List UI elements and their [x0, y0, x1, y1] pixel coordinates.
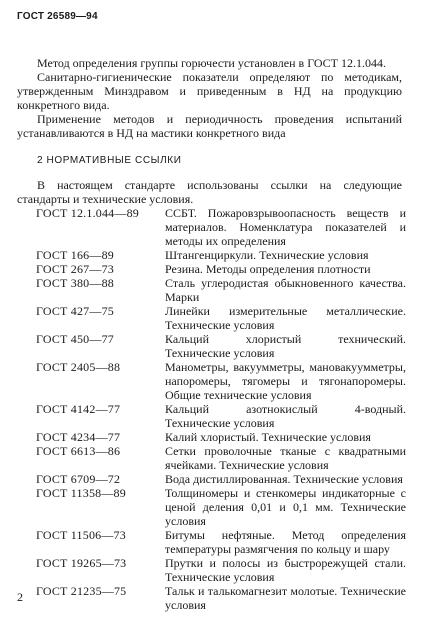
- reference-row: [36, 360, 406, 402]
- reference-title: ССБТ. Пожаровзрывоопасность веществ и материалов. Номенклатура показателей и методы их определения: [165, 206, 406, 248]
- reference-title: Битумы нефтяные. Метод определения температуры размягчения по кольцу и шару: [165, 528, 406, 556]
- intro-paragraph: Санитарно-гигиенические показатели определяют по методикам, утвержденным Минздравом и приведенным в НД на продукцию конкретного вида.: [17, 70, 402, 112]
- reference-row: [36, 444, 406, 472]
- reference-code: ГОСТ 6709—72: [36, 472, 121, 486]
- reference-code: ГОСТ 21235—75: [36, 584, 127, 598]
- reference-title: Вода дистиллированная. Технические условия: [165, 472, 403, 486]
- references-list: [36, 206, 406, 612]
- intro-block: [17, 56, 402, 140]
- reference-row: [36, 584, 406, 612]
- reference-code: ГОСТ 4234—77: [36, 430, 121, 444]
- reference-title: Прутки и полосы из быстрорежущей стали. Технические условия: [165, 556, 406, 584]
- section-title: 2 НОРМАТИВНЫЕ ССЫЛКИ: [37, 155, 182, 166]
- reference-code: ГОСТ 4142—77: [36, 402, 121, 416]
- references-intro: В настоящем стандарте использованы ссылки на следующие стандарты и технические условия.: [17, 178, 402, 206]
- reference-row: [36, 304, 406, 332]
- reference-row: [36, 430, 406, 444]
- reference-title: Кальций хлористый технический. Технические условия: [165, 332, 406, 360]
- reference-title: Тальк и талькомагнезит молотые. Технические условия: [165, 584, 406, 612]
- reference-row: [36, 486, 406, 528]
- reference-row: [36, 472, 406, 486]
- reference-code: ГОСТ 6613—86: [36, 444, 121, 458]
- reference-row: [36, 332, 406, 360]
- reference-code: ГОСТ 19265—73: [36, 556, 127, 570]
- reference-title: Штангенциркули. Технические условия: [165, 248, 369, 262]
- reference-row: [36, 206, 406, 248]
- reference-title: Кальций азотнокислый 4-водный. Технические условия: [165, 402, 406, 430]
- reference-code: ГОСТ 12.1.044—89: [36, 206, 139, 220]
- reference-title: Сталь углеродистая обыкновенного качества. Марки: [165, 276, 406, 304]
- reference-row: [36, 556, 406, 584]
- page-number: 2: [17, 590, 23, 604]
- reference-title: Линейки измерительные металлические. Технические условия: [165, 304, 406, 332]
- reference-row: [36, 528, 406, 556]
- reference-row: [36, 248, 406, 262]
- reference-code: ГОСТ 166—89: [36, 248, 114, 262]
- reference-code: ГОСТ 380—88: [36, 276, 114, 290]
- document-header: ГОСТ 26589—94: [17, 11, 98, 22]
- intro-paragraph: Метод определения группы горючести установлен в ГОСТ 12.1.044.: [37, 56, 386, 70]
- intro-paragraph: Применение методов и периодичность проведения испытаний устанавливаются в НД на мастики конкретного вида: [17, 112, 402, 140]
- reference-code: ГОСТ 267—73: [36, 262, 114, 276]
- reference-title: Манометры, вакуумметры, мановакуумметры, напоромеры, тягомеры и тягонапоромеры. Общие технические условия: [165, 360, 406, 402]
- reference-title: Резина. Методы определения плотности: [165, 262, 371, 276]
- reference-code: ГОСТ 2405—88: [36, 360, 121, 374]
- reference-row: [36, 402, 406, 430]
- reference-title: Толщиномеры и стенкомеры индикаторные с ценой деления 0,01 и 0,1 мм. Технические условия: [165, 486, 406, 528]
- reference-title: Сетки проволочные тканые с квадратными ячейками. Технические условия: [165, 444, 406, 472]
- reference-code: ГОСТ 11358—89: [36, 486, 126, 500]
- reference-code: ГОСТ 427—75: [36, 304, 114, 318]
- reference-title: Калий хлористый. Технические условия: [165, 430, 371, 444]
- reference-code: ГОСТ 11506—73: [36, 528, 126, 542]
- reference-row: [36, 262, 406, 276]
- reference-row: [36, 276, 406, 304]
- reference-code: ГОСТ 450—77: [36, 332, 114, 346]
